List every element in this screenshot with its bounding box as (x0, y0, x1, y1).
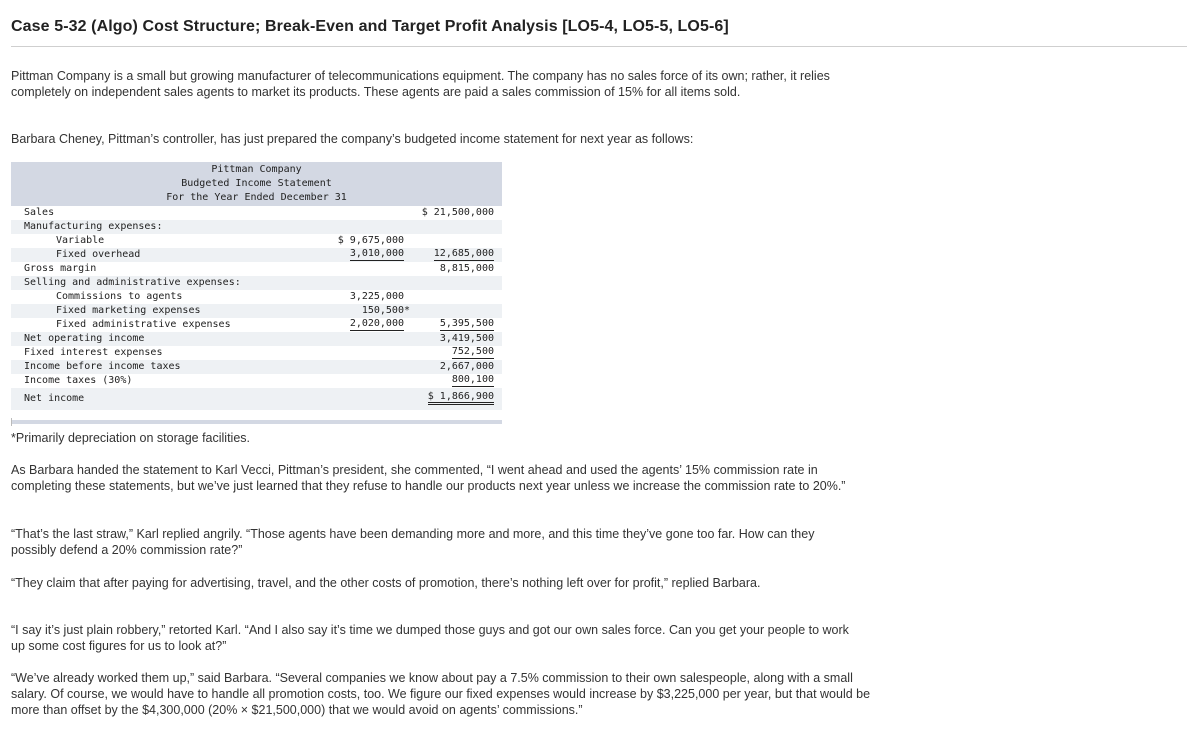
row-label: Gross margin (24, 263, 97, 274)
table-row (11, 360, 502, 374)
title-divider (11, 46, 1187, 47)
page-title: Case 5-32 (Algo) Cost Structure; Break-Even and Target Profit Analysis [LO5-4, LO5-5, LO5-6] (11, 18, 729, 35)
row-label: Sales (24, 207, 55, 218)
table-row (11, 374, 502, 388)
statement-bottom-border (11, 420, 502, 424)
row-label: Fixed marketing expenses (56, 305, 201, 316)
statement-company: Pittman Company (211, 164, 302, 175)
row-total: 5,395,500 (439, 318, 494, 329)
row-label: Net operating income (24, 333, 145, 344)
row-total: $ 21,500,000 (421, 207, 494, 218)
table-row (11, 318, 502, 332)
row-label: Fixed interest expenses (24, 347, 163, 358)
row-label: Fixed overhead (56, 249, 141, 260)
footnote-divider (11, 418, 12, 426)
row-amount: 2,020,000 (349, 318, 404, 329)
income-statement-table (11, 162, 502, 425)
table-row (11, 346, 502, 360)
table-row (11, 206, 502, 220)
table-row (11, 220, 502, 234)
row-label: Commissions to agents (56, 291, 183, 302)
row-label: Net income (24, 393, 85, 404)
row-total: 3,419,500 (439, 333, 494, 344)
table-row (11, 276, 502, 290)
row-label: Fixed administrative expenses (56, 319, 231, 330)
row-total: $ 1,866,900 (428, 391, 494, 405)
row-total: 752,500 (451, 346, 494, 357)
statement-name: Budgeted Income Statement (181, 178, 332, 189)
dialogue-paragraph-3: “They claim that after paying for advertising, travel, and the other costs of promotion, there’s nothing left over for profit,” replied Barbara. (11, 576, 761, 590)
row-label: Manufacturing expenses: (24, 221, 163, 232)
row-label: Income before income taxes (24, 361, 181, 372)
row-total: 800,100 (451, 374, 494, 385)
table-row (11, 248, 502, 262)
row-total: 12,685,000 (433, 248, 494, 259)
statement-header (11, 162, 502, 206)
row-amount: 150,500* (361, 305, 410, 316)
row-amount: 3,010,000 (349, 248, 404, 259)
dialogue-paragraph-2: “That’s the last straw,” Karl replied angrily. “Those agents have been demanding more and more, and this time they’ve gone too far. How can they possibly defend a 20% commission rate?” (11, 527, 815, 557)
row-label: Income taxes (30%) (24, 375, 133, 386)
row-total: 8,815,000 (439, 263, 494, 274)
statement-period: For the Year Ended December 31 (166, 192, 347, 203)
row-amount: $ 9,675,000 (337, 235, 404, 246)
table-row (11, 304, 502, 318)
intro-paragraph-2: Barbara Cheney, Pittman’s controller, has just prepared the company’s budgeted income statement for next year as follows: (11, 132, 694, 146)
dialogue-paragraph-1: As Barbara handed the statement to Karl Vecci, Pittman’s president, she commented, “I went ahead and used the agents’ 15% commission rate in completing these statements, but we’ve just learned that they refuse to handle our products next year unless we increase the commission rate to 20%.” (11, 463, 846, 493)
dialogue-paragraph-5: “We’ve already worked them up,” said Barbara. “Several companies we know about pay a 7.5% commission to their own salespeople, along with a small salary. Of course, we would have to handle all promotion costs, too. We figure our fixed expenses would increase by $3,225,000 per year, but that would be more than offset by the $4,300,000 (20% × $21,500,000) that we would avoid on agents’ commissions.” (11, 671, 871, 717)
table-row (11, 262, 502, 276)
row-label: Selling and administrative expenses: (24, 277, 241, 288)
row-total: 2,667,000 (439, 361, 494, 372)
table-row (11, 332, 502, 346)
intro-paragraph-1: Pittman Company is a small but growing manufacturer of telecommunications equipment. The company has no sales force of its own; rather, it relies completely on independent sales agents to market its products. These agents are paid a sales commission of 15% for all items sold. (11, 69, 830, 99)
table-row (11, 290, 502, 304)
table-row (11, 234, 502, 248)
dialogue-paragraph-4: “I say it’s just plain robbery,” retorted Karl. “And I also say it’s time we dumped those guys and got our own sales force. Can you get your people to work up some cost figures for us to look at?” (11, 623, 849, 653)
table-row (11, 388, 502, 410)
row-label: Variable (56, 235, 105, 246)
footnote: *Primarily depreciation on storage facilities. (11, 431, 250, 445)
row-amount: 3,225,000 (349, 291, 404, 302)
